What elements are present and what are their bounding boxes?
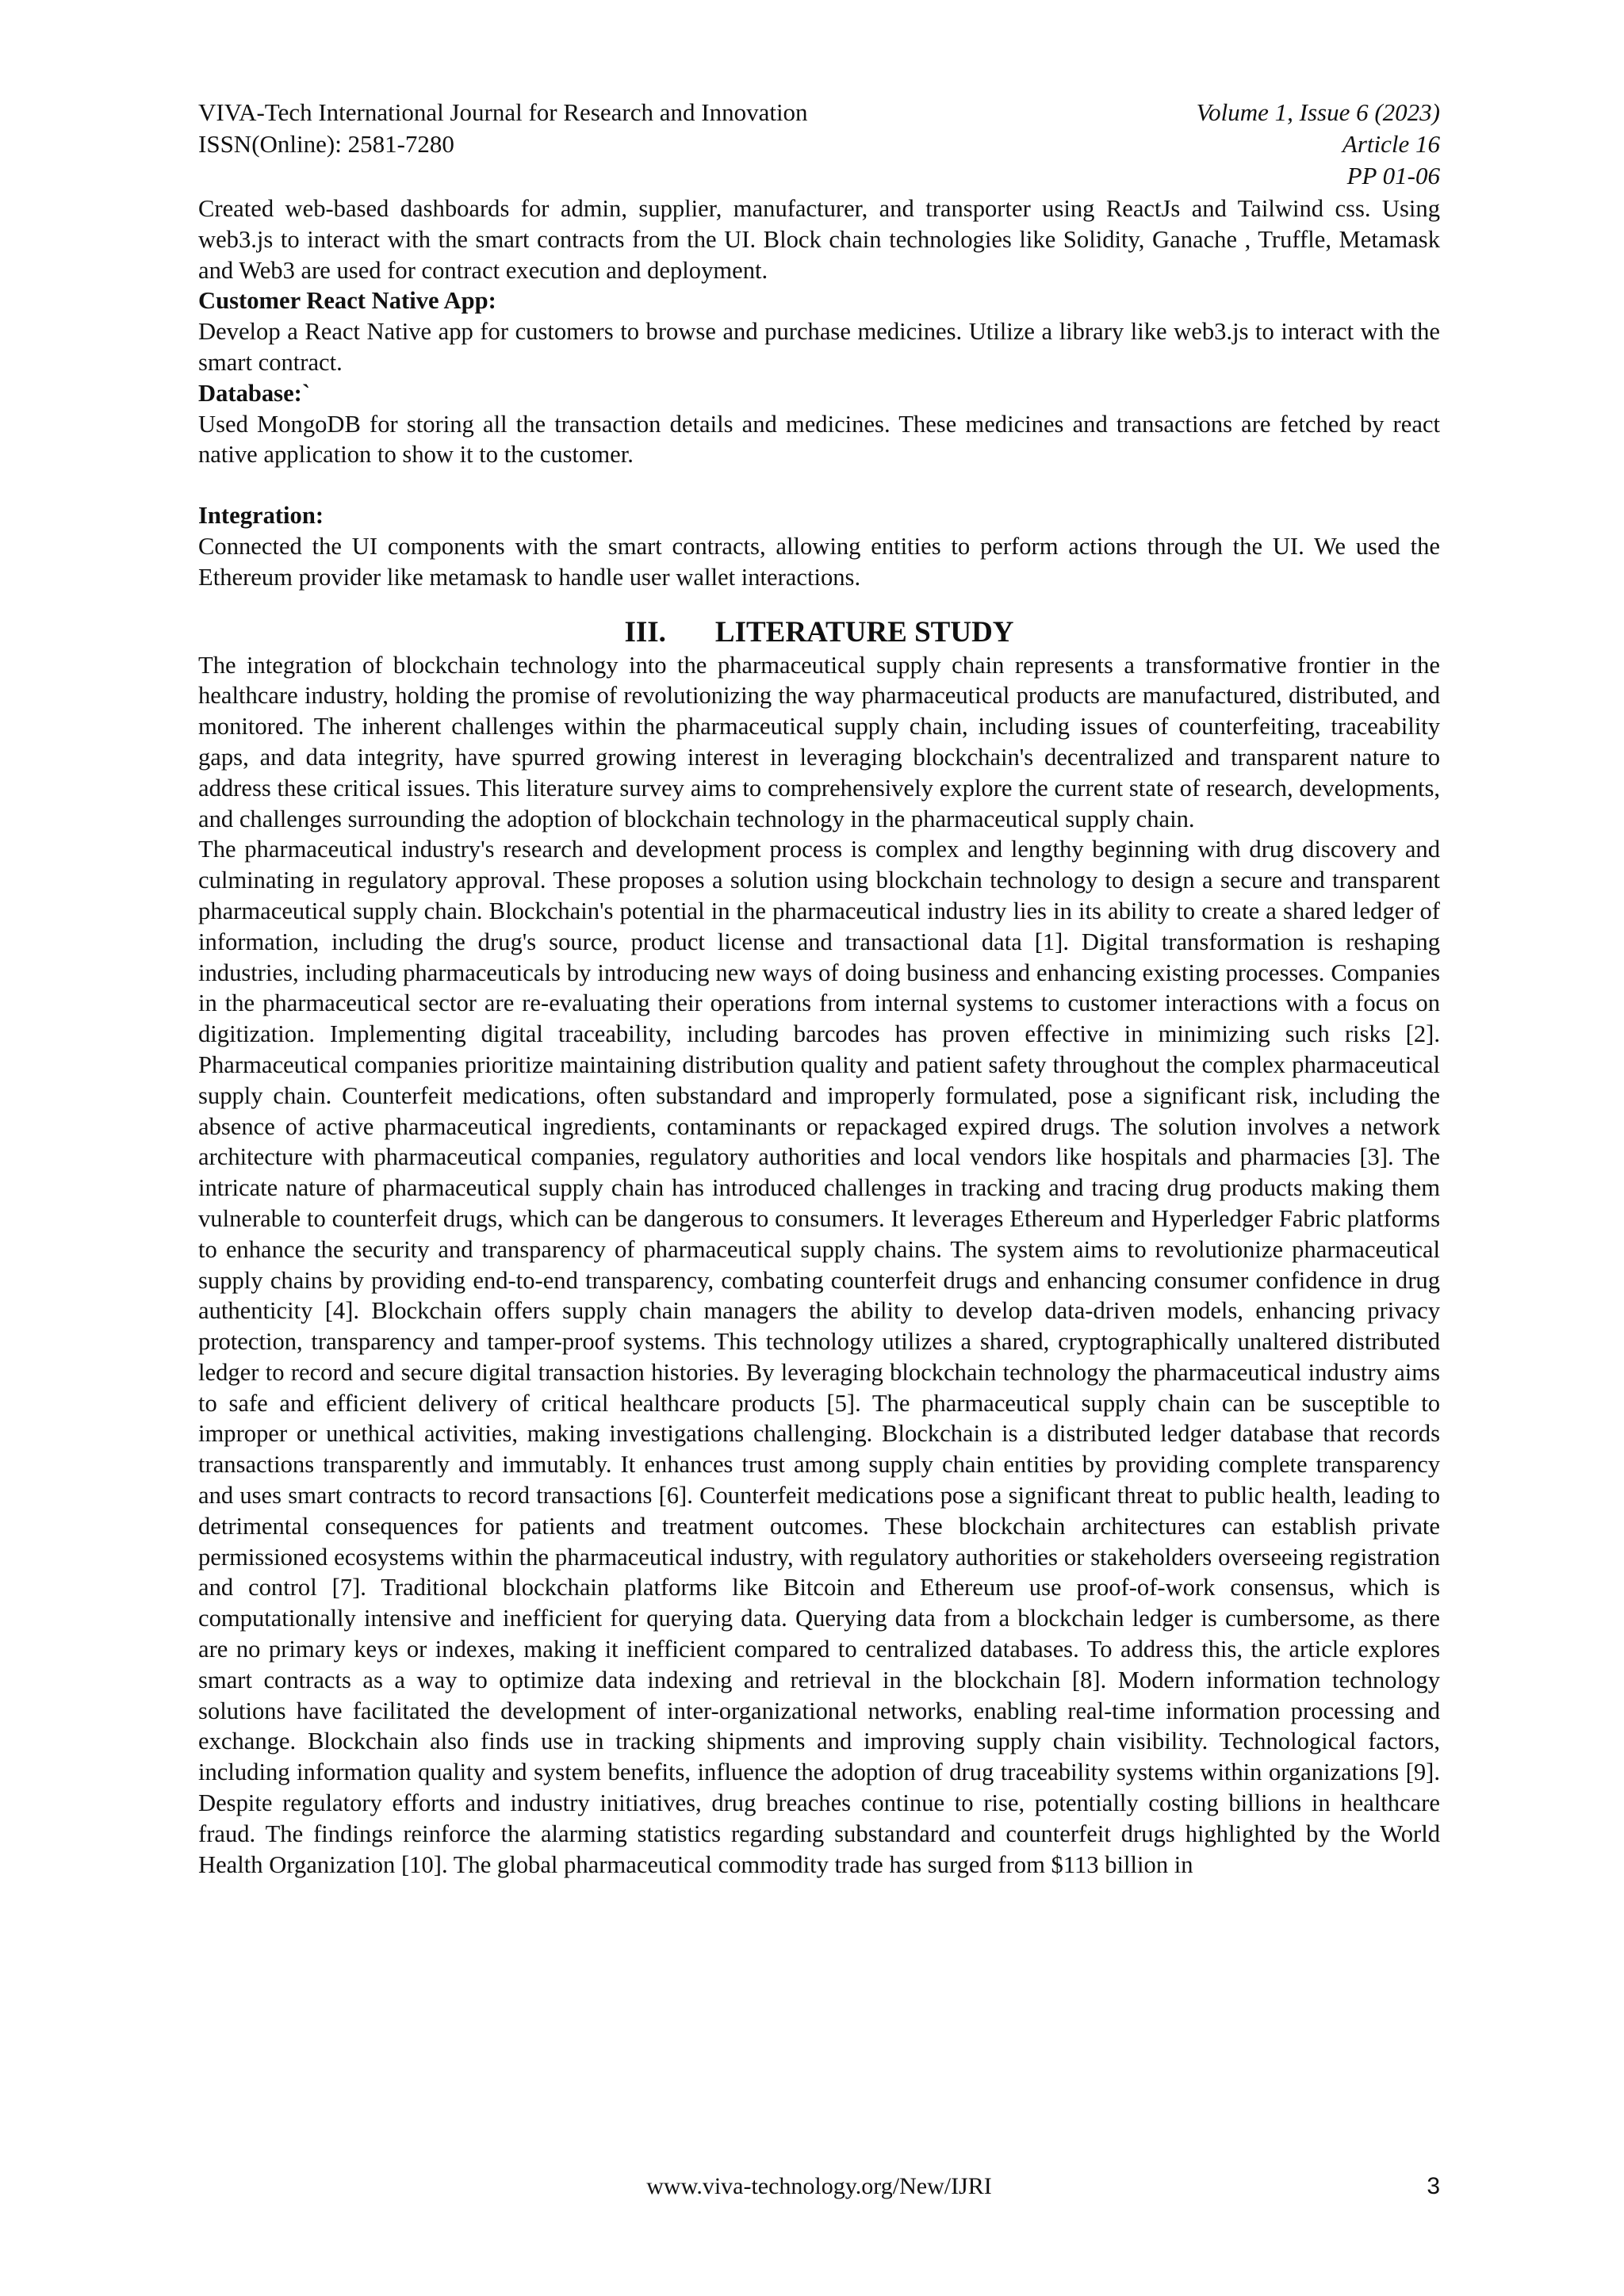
header-left	[198, 97, 808, 160]
subheading-database: Database:`	[198, 379, 311, 407]
issn: ISSN(Online): 2581-7280	[198, 130, 454, 158]
page-range: PP 01-06	[1346, 162, 1440, 189]
paragraph-integration: Connected the UI components with the smart contracts, allowing entities to perform actions through the UI. We used the Ethereum provider like metamask to handle user wallet interactions.	[198, 532, 1440, 591]
header-right	[1197, 97, 1440, 192]
journal-name: VIVA-Tech International Journal for Research and Innovation	[198, 98, 808, 126]
spacer	[198, 470, 1440, 500]
page-content	[198, 97, 1440, 1880]
subheading-customer-app: Customer React Native App:	[198, 287, 496, 315]
section-heading	[198, 615, 1440, 650]
paragraph-literature-intro: The integration of blockchain technology into the pharmaceutical supply chain represents a transformative frontier in the healthcare industry, holding the promise of revolutionizing the way pharmaceutical products are manufactured, distributed, and monitored. The inherent challenges within the pharmaceutical supply chain, including issues of counterfeiting, traceability gaps, and data integrity, have spurred growing interest in leveraging blockchain's decentralized and transparent nature to address these critical issues. This literature survey aims to comprehensively explore the current state of research, developments, and challenges surrounding the adoption of blockchain technology in the pharmaceutical supply chain.	[198, 651, 1440, 832]
paragraph-dashboards: Created web-based dashboards for admin, supplier, manufacturer, and transporter using ReactJs and Tailwind css. Using web3.js to interact with the smart contracts from the UI. Block chain technologies like Solidity, Ganache , Truffle, Metamask and Web3 are used for contract execution and deployment.	[198, 195, 1440, 284]
page-header	[198, 97, 1440, 193]
section-number: III.	[624, 615, 666, 649]
footer-url[interactable]: www.viva-technology.org/New/IJRI	[646, 2173, 992, 2199]
section-title: LITERATURE STUDY	[714, 615, 1014, 649]
volume-issue: Volume 1, Issue 6 (2023)	[1196, 98, 1440, 126]
paragraph-database: Used MongoDB for storing all the transaction details and medicines. These medicines and transactions are fetched by react native application to show it to the customer.	[198, 410, 1440, 469]
subheading-integration: Integration:	[198, 502, 324, 530]
article-number: Article 16	[1342, 130, 1440, 158]
paragraph-customer-app: Develop a React Native app for customers to browse and purchase medicines. Utilize a library like web3.js to interact with the smart contract.	[198, 318, 1440, 376]
page-number: 3	[1427, 2173, 1440, 2199]
paragraph-literature-review: The pharmaceutical industry's research and development process is complex and lengthy beginning with drug discovery and culminating in regulatory approval. These proposes a solution using blockchain technology to design a secure and transparent pharmaceutical supply chain. Blockchain's potential in the pharmaceutical industry lies in its ability to create a shared ledger of information, including the drug's source, product license and transactional data [1]. Digital transformation is reshaping industries, including pharmaceuticals by introducing new ways of doing business and enhancing existing processes. Companies in the pharmaceutical sector are re-evaluating their operations from internal systems to customer interactions with a focus on digitization. Implementing digital traceability, including barcodes has proven effective in minimizing such risks [2]. Pharmaceutical companies prioritize maintaining distribution quality and patient safety throughout the complex pharmaceutical supply chain. Counterfeit medications, often substandard and improperly formulated, pose a significant risk, including the absence of active pharmaceutical ingredients, contaminants or repackaged expired drugs. The solution involves a network architecture with pharmaceutical companies, regulatory authorities and local vendors like hospitals and pharmacies [3]. The intricate nature of pharmaceutical supply chain has introduced challenges in tracking and tracing drug products making them vulnerable to counterfeit drugs, which can be dangerous to consumers. It leverages Ethereum and Hyperledger Fabric platforms to enhance the security and transparency of pharmaceutical supply chains. The system aims to revolutionize pharmaceutical supply chains by providing end-to-end transparency, combating counterfeit drugs and enhancing consumer confidence in drug authenticity [4]. Blockchain offers supply chain managers the ability to develop data-driven models, enhancing privacy protection, transparency and tamper-proof systems. This technology utilizes a shared, cryptographically unaltered distributed ledger to record and secure digital transaction histories. By leveraging blockchain technology the pharmaceutical industry aims to safe and efficient delivery of critical healthcare products [5]. The pharmaceutical supply chain can be susceptible to improper or unethical activities, making investigations challenging. Blockchain is a distributed ledger database that records transactions transparently and immutably. It enhances trust among supply chain entities by providing complete transparency and uses smart contracts to record transactions [6]. Counterfeit medications pose a significant threat to public health, leading to detrimental consequences for patients and treatment outcomes. These blockchain architectures can establish private permissioned ecosystems within the pharmaceutical industry, with regulatory authorities or stakeholders overseeing registration and control [7]. Traditional blockchain platforms like Bitcoin and Ethereum use proof-of-work consensus, which is computationally intensive and inefficient for querying data. Querying data from a blockchain ledger is cumbersome, as there are no primary keys or indexes, making it inefficient compared to centralized databases. To address this, the article explores smart contracts as a way to optimize data indexing and retrieval in the blockchain [8]. Modern information technology solutions have facilitated the development of inter-organizational networks, enabling real-time information processing and exchange. Blockchain also finds use in tracking shipments and improving supply chain visibility. Technological factors, including information quality and system benefits, influence the adoption of drug traceability systems within organizations [9]. Despite regulatory efforts and industry initiatives, drug breaches continue to rise, potentially costing billions in healthcare fraud. The findings reinforce the alarming statistics regarding substandard and counterfeit drugs highlighted by the World Health Organization [10]. The global pharmaceutical commodity trade has surged from $113 billion in	[198, 836, 1440, 1878]
